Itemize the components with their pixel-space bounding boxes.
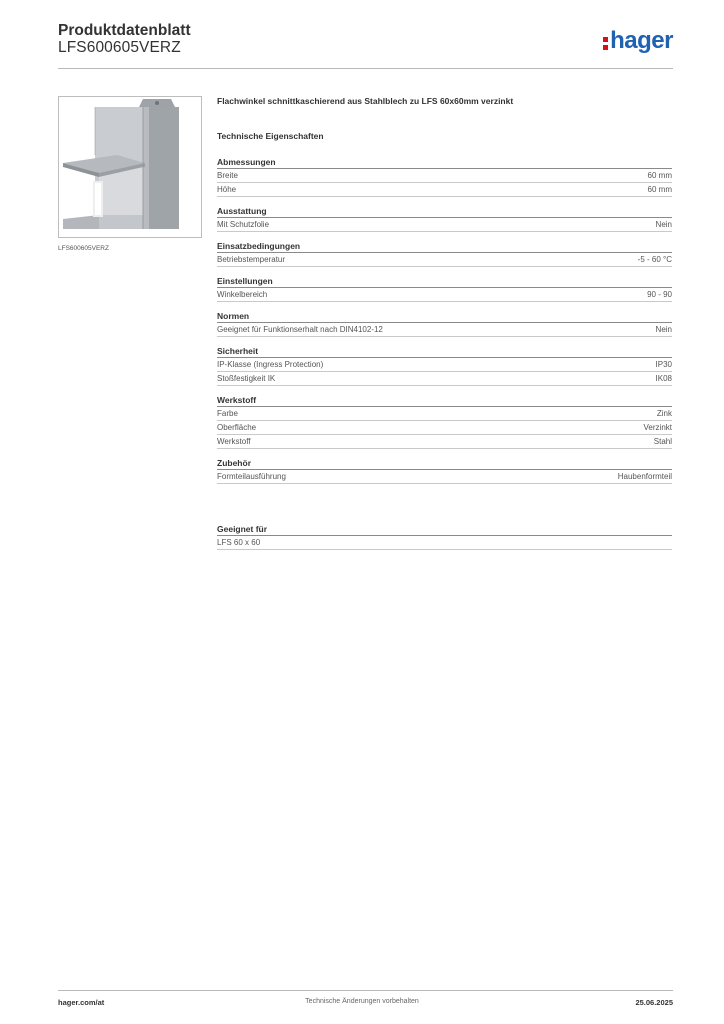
property-label: Formteilausführung [217, 472, 286, 481]
property-label: Mit Schutzfolie [217, 220, 270, 229]
product-number: LFS600605VERZ [58, 39, 181, 56]
property-value: Nein [655, 325, 672, 334]
group-title: Werkstoff [217, 395, 672, 407]
hager-logo [603, 27, 673, 55]
group-sicherheit [217, 346, 672, 386]
property-value: IK08 [655, 374, 672, 383]
property-row [217, 470, 672, 484]
property-label: Stoßfestigkeit IK [217, 374, 276, 383]
group-werkstoff [217, 395, 672, 449]
footer-divider [58, 990, 673, 991]
property-label: Farbe [217, 409, 238, 418]
property-value: Haubenformteil [617, 472, 672, 481]
logo-text: hager [610, 27, 673, 54]
property-row [217, 169, 672, 183]
property-value: 60 mm [647, 171, 672, 180]
compatible-item-label: LFS 60 x 60 [217, 538, 261, 547]
property-label: Werkstoff [217, 437, 251, 446]
compatible-item [217, 536, 672, 550]
header-divider [58, 68, 673, 69]
property-label: Höhe [217, 185, 237, 194]
property-label: Winkelbereich [217, 290, 268, 299]
group-title: Einsatzbedingungen [217, 241, 672, 253]
group-zubehoer [217, 458, 672, 484]
group-compatible-with [217, 524, 672, 550]
property-row [217, 435, 672, 449]
property-row [217, 253, 672, 267]
property-row [217, 372, 672, 386]
property-row [217, 407, 672, 421]
group-title: Normen [217, 311, 672, 323]
group-einsatzbedingungen [217, 241, 672, 267]
group-abmessungen [217, 157, 672, 197]
property-label: Oberfläche [217, 423, 257, 432]
property-value: Stahl [653, 437, 672, 446]
flat-angle-product-icon [59, 97, 201, 237]
property-row [217, 323, 672, 337]
image-caption: LFS600605VERZ [58, 245, 109, 252]
property-value: -5 - 60 °C [637, 255, 672, 264]
group-title: Zubehör [217, 458, 672, 470]
property-label: Breite [217, 171, 238, 180]
property-label: Betriebstemperatur [217, 255, 286, 264]
group-normen [217, 311, 672, 337]
property-value: Nein [655, 220, 672, 229]
group-title: Sicherheit [217, 346, 672, 358]
footer-note: Technische Änderungen vorbehalten [305, 998, 419, 1005]
tech-properties-title: Technische Eigenschaften [217, 131, 324, 141]
product-description: Flachwinkel schnittkaschierend aus Stahlblech zu LFS 60x60mm verzinkt [217, 96, 514, 106]
group-title: Einstellungen [217, 276, 672, 288]
property-value: Verzinkt [643, 423, 672, 432]
property-row [217, 421, 672, 435]
page-title: Produktdatenblatt [58, 22, 191, 39]
property-row [217, 183, 672, 197]
property-row [217, 358, 672, 372]
logo-dots-icon [603, 34, 609, 50]
property-label: IP-Klasse (Ingress Protection) [217, 360, 324, 369]
property-value: Zink [656, 409, 672, 418]
group-title: Geeignet für [217, 524, 672, 536]
property-label: Geeignet für Funktionserhalt nach DIN4102-12 [217, 325, 383, 334]
group-einstellungen [217, 276, 672, 302]
group-ausstattung [217, 206, 672, 232]
footer-date: 25.06.2025 [635, 998, 673, 1007]
property-row [217, 218, 672, 232]
group-title: Ausstattung [217, 206, 672, 218]
product-details [217, 96, 672, 559]
group-title: Abmessungen [217, 157, 672, 169]
footer-website: hager.com/at [58, 998, 105, 1007]
property-value: 90 - 90 [647, 290, 672, 299]
property-row [217, 288, 672, 302]
property-value: 60 mm [647, 185, 672, 194]
property-value: IP30 [655, 360, 672, 369]
product-image [58, 96, 202, 238]
